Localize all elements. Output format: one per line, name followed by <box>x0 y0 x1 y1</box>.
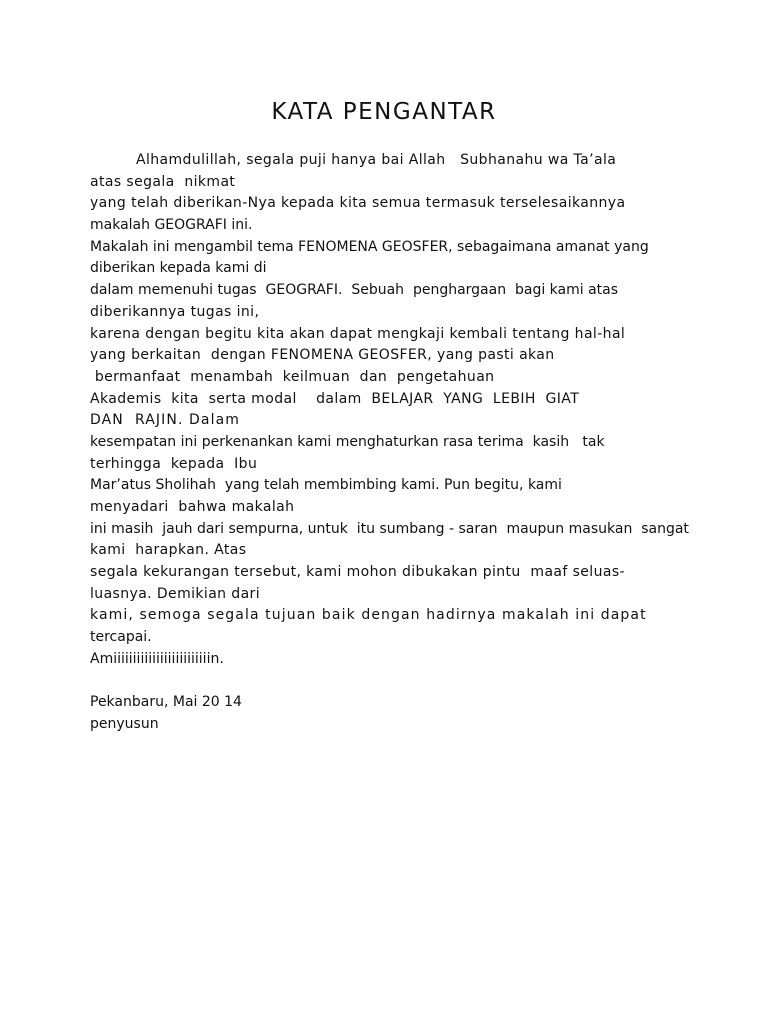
body-line: yang telah diberikan-Nya kepada kita semua termasuk terselesaikannya <box>90 195 626 212</box>
body-line: atas segala nikmat <box>90 173 236 190</box>
body-line: kami, semoga segala tujuan baik dengan hadirnya makalah ini dapat <box>90 607 647 624</box>
body-line: Alhamdulillah, segala puji hanya bai Allah Subhanahu wa Ta’ala <box>136 152 617 168</box>
document-title: KATA PENGANTAR <box>271 99 497 125</box>
body-line: yang berkaitan dengan FENOMENA GEOSFER, yang pasti akan <box>90 347 555 364</box>
body-line: karena dengan begitu kita akan dapat mengkaji kembali tentang hal-hal <box>90 325 626 342</box>
body-line: terhingga kepada Ibu <box>90 455 258 472</box>
body-line: kami harapkan. Atas <box>90 542 247 559</box>
body-line: Makalah ini mengambil tema FENOMENA GEOSFER, sebagaimana amanat yang <box>90 238 649 255</box>
body-line: diberikan kepada kami di <box>90 260 267 277</box>
body-line: diberikannya tugas ini, <box>90 303 260 320</box>
closing-signature: penyusun <box>90 715 159 732</box>
body-line: kesempatan ini perkenankan kami menghaturkan rasa terima kasih tak <box>90 433 605 450</box>
body-line: menyadari bahwa makalah <box>90 499 295 515</box>
body-line: luasnya. Demikian dari <box>90 585 261 602</box>
body-line: Akademis kita serta modal dalam BELAJAR YANG LEBIH GIAT <box>90 390 580 407</box>
body-line: segala kekurangan tersebut, kami mohon dibukakan pintu maaf seluas- <box>90 564 625 581</box>
body-line: dalam memenuhi tugas GEOGRAFI. Sebuah penghargaan bagi kami atas <box>90 282 619 299</box>
document-body <box>90 150 690 736</box>
body-line: bermanfaat menambah keilmuan dan pengetahuan <box>90 368 495 385</box>
body-line: Amiiiiiiiiiiiiiiiiiiiiiiiiin. <box>90 650 224 667</box>
body-line: makalah GEOGRAFI ini. <box>90 217 253 234</box>
body-line: Mar’atus Sholihah yang telah membimbing kami. Pun begitu, kami <box>90 477 562 494</box>
closing-place-date: Pekanbaru, Mai 20 14 <box>90 694 242 711</box>
body-line: DAN RAJIN. Dalam <box>90 412 241 429</box>
body-line: tercapai. <box>90 629 152 646</box>
paragraph-gap <box>90 671 690 693</box>
body-line: ini masih jauh dari sempurna, untuk itu sumbang - saran maupun masukan sangat <box>90 520 689 537</box>
